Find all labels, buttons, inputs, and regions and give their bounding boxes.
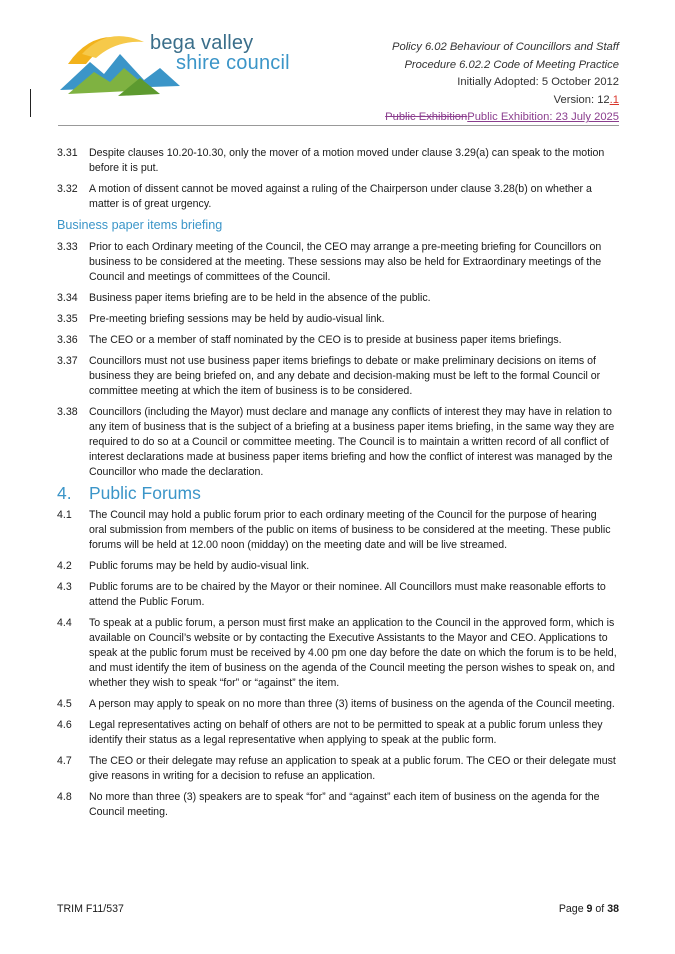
clause-4-5: [57, 697, 617, 712]
logo-text-line2: shire council: [176, 52, 290, 74]
clause-group-a: [57, 146, 617, 212]
header-rule: [58, 125, 619, 126]
clause-number: 3.38: [57, 406, 78, 418]
section-number: 4.: [57, 483, 72, 503]
clause-number: 3.32: [57, 183, 78, 195]
clause-3-36: [57, 333, 617, 348]
clause-text: Public forums are to be chaired by the Mayor or their nominee. All Councillors must make reasonable efforts to attend the Public Forum.: [89, 581, 606, 608]
subheading-business-briefing: Business paper items briefing: [57, 218, 223, 232]
clause-number: 4.2: [57, 560, 72, 572]
change-bar: [30, 89, 31, 117]
version-line: [385, 92, 619, 110]
clause-text: To speak at a public forum, a person must first make an application to the Council in the approved form, which is available on Council’s website or by contacting the Executive Assistants to the Mayor and CEO. Applications to speak at the public forum must be received by 4.00 pm one day before the date on which the forum is to be held, and must identify the item of business on the agenda of the Council meeting the person wishes to speak on, and whether they wish to speak “for” or “against” the item.: [89, 617, 617, 689]
clause-3-32: [57, 182, 617, 212]
clause-3-38: [57, 405, 617, 480]
document-body: [57, 146, 617, 826]
procedure-title: Procedure 6.02.2 Code of Meeting Practice: [404, 58, 619, 71]
clause-4-4: [57, 616, 617, 691]
clause-text: The CEO or their delegate may refuse an application to speak at a public forum. The CEO or their delegate must give reasons in writing for a decision to refuse an application.: [89, 755, 616, 782]
section-title: Public Forums: [89, 483, 201, 503]
section-heading: [57, 483, 617, 503]
clause-text: The CEO or a member of staff nominated by the CEO is to preside at business paper items briefings.: [89, 334, 562, 346]
clause-3-33: [57, 240, 617, 285]
version-insert: .1: [609, 93, 619, 106]
clause-number: 4.1: [57, 509, 72, 521]
clause-number: 3.33: [57, 241, 78, 253]
clause-4-6: [57, 718, 617, 748]
clause-text: Business paper items briefing are to be held in the absence of the public.: [89, 292, 431, 304]
policy-title: Policy 6.02 Behaviour of Councillors and Staff: [392, 41, 619, 53]
clause-text: A person may apply to speak on no more than three (3) items of business on the agenda of the Council meeting.: [89, 698, 615, 710]
page-number: Page 9 of 38: [558, 903, 619, 915]
clause-4-7: [57, 754, 617, 784]
version-label: Version: 12: [553, 93, 610, 106]
clause-4-8: [57, 790, 617, 820]
clause-text: Prior to each Ordinary meeting of the Council, the CEO may arrange a pre-meeting briefing for Councillors on business to be considered at the meeting. These sessions may also be held for Extraordinary meetings of the Council and meetings of committees of the Council.: [89, 241, 602, 283]
clause-text: No more than three (3) speakers are to speak “for” and “against” each item of business on the agenda for the Council meeting.: [89, 791, 600, 818]
clause-4-2: [57, 559, 617, 574]
clause-text: Despite clauses 10.20-10.30, only the mover of a motion moved under clause 3.29(a) can speak to the motion before it is put.: [89, 147, 605, 174]
clause-number: 3.35: [57, 313, 78, 325]
clause-text: A motion of dissent cannot be moved against a ruling of the Chairperson under clause 3.28(b) on whether a matter is of great urgency.: [89, 183, 592, 210]
clause-4-3: [57, 580, 617, 610]
inserted-text: Public Exhibition: 23 July 2025: [467, 111, 619, 124]
adopted-date: Initially Adopted: 5 October 2012: [457, 76, 619, 89]
clause-group-c: [57, 508, 617, 820]
clause-number: 3.31: [57, 147, 78, 159]
page-footer: [57, 903, 619, 915]
clause-text: The Council may hold a public forum prior to each ordinary meeting of the Council for the purpose of hearing oral submission from members of the public on items of business to be considered at the meeting. These public forums will be held at 12.00 noon (midday) on the meeting date and will be live streamed.: [89, 509, 611, 551]
clause-text: Legal representatives acting on behalf of others are not to be permitted to speak at a public forum unless they identify their status as a legal representative when applying to speak at the public form.: [89, 719, 603, 746]
clause-number: 4.6: [57, 719, 72, 731]
logo-text-line1: bega valley: [150, 32, 254, 54]
clause-number: 4.7: [57, 755, 72, 767]
clause-group-b: [57, 240, 617, 480]
clause-4-1: [57, 508, 617, 553]
clause-3-37: [57, 354, 617, 399]
clause-number: 4.5: [57, 698, 72, 710]
document-header: [385, 39, 619, 127]
clause-text: Public forums may be held by audio-visual link.: [89, 560, 310, 572]
clause-number: 4.8: [57, 791, 72, 803]
clause-number: 3.36: [57, 334, 78, 346]
trim-reference: TRIM F11/537: [57, 903, 124, 915]
clause-number: 3.34: [57, 292, 78, 304]
clause-3-34: [57, 291, 617, 306]
clause-3-35: [57, 312, 617, 327]
clause-text: Councillors (including the Mayor) must declare and manage any conflicts of interest they may have in relation to any item of business that is the subject of a briefing at a business paper items briefing, in the same way they are required to do so at a Council or committee meeting. The Council is to maintain a written record of all conflict of interest declarations made at business paper items briefing and how the conflict of interest was managed by the Councillor who made the declaration.: [89, 406, 615, 478]
clause-text: Pre-meeting briefing sessions may be held by audio-visual link.: [89, 313, 385, 325]
clause-number: 3.37: [57, 355, 78, 367]
clause-text: Councillors must not use business paper items briefings to debate or make preliminary decisions on items of business they are being briefed on, and any debate and decision-making must be left to the formal Council or committee meeting at which the item of business is to be considered.: [89, 355, 601, 397]
clause-3-31: [57, 146, 617, 176]
clause-number: 4.4: [57, 617, 72, 629]
deleted-text: Public Exhibition: [385, 111, 468, 124]
clause-number: 4.3: [57, 581, 72, 593]
council-logo: [60, 24, 290, 100]
